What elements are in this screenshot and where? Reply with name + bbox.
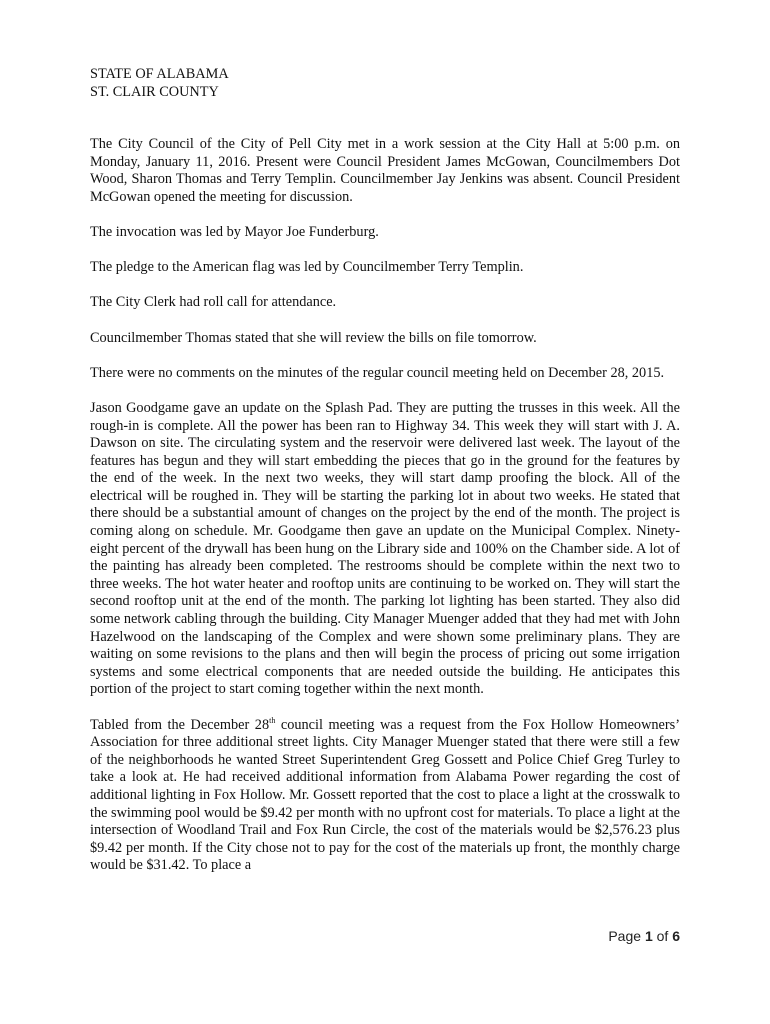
paragraph-pledge: The pledge to the American flag was led by Councilmember Terry Templin. <box>90 259 524 276</box>
total-page-number: 6 <box>672 928 680 944</box>
document-body <box>90 136 680 893</box>
paragraph-minutes: There were no comments on the minutes of the regular council meeting held on December 28, 2015. <box>90 364 665 381</box>
paragraph-splash-pad-update: Jason Goodgame gave an update on the Splash Pad. They are putting the trusses in this week. All the rough-in is complete. All the power has been ran to Highway 34. This week they will start with J. A. Dawson on site. The circulating system and the reservoir were delivered last week. The layout of the features has begun and they will start embedding the pieces that go in the ground for the features by the end of the week. In the next two weeks, they will start damp proofing the block. All of the electrical will be roughed in. They will be starting the parking lot in about two weeks. He stated that there should be a substantial amount of changes on the project by the end of the month. The project is coming along on schedule. Mr. Goodgame then gave an update on the Municipal Complex. Ninety-eight percent of the drywall has been hung on the Library side and 100% on the Chamber side. A lot of the painting has already been completed. The restrooms should be complete within the next two to three weeks. The hot water heater and rooftop units are continuing to be worked on. They will start the second rooftop unit at the end of the month. The parking lot lighting has been started. They also did some network cabling through the building. City Manager Muenger added that they had met with John Hazelwood on the landscaping of the Complex and were shown some preliminary plans. They are waiting on some revisions to the plans and then will begin the process of pricing out some irrigation systems and some electrical components that are needed outside the building. He anticipates this portion of the project to start coming together within the next month. <box>90 399 680 698</box>
tabled-text-start: Tabled from the December 28 <box>90 716 270 733</box>
county-line: ST. CLAIR COUNTY <box>90 83 219 100</box>
paragraph-roll-call: The City Clerk had roll call for attendance. <box>90 294 337 311</box>
page-number-footer <box>560 928 680 946</box>
state-line: STATE OF ALABAMA <box>90 66 229 82</box>
of-word: of <box>656 928 669 944</box>
paragraph-tabled-street-lights <box>90 717 680 875</box>
tabled-superscript: th <box>269 715 276 725</box>
current-page-number: 1 <box>644 928 653 944</box>
paragraph-bills: Councilmember Thomas stated that she will review the bills on file tomorrow. <box>90 329 537 346</box>
tabled-text-rest: council meeting was a request from the Fox Hollow Homeowners’ Association for three additional street lights. City Manager Muenger stated that there were still a few of the neighborhoods he wanted Street Superintendent Greg Gossett and Police Chief Greg Turley to take a look at. He had received additional information from Alabama Power regarding the cost of additional lighting in Fox Hollow. Mr. Gossett reported that the cost to place a light at the crosswalk to the swimming pool would be $9.42 per month with no upfront cost for materials. To place a light at the intersection of Woodland Trail and Fox Run Circle, the cost of the materials would be $2,576.23 plus $9.42 per month. If the City chose not to pay for the cost of the materials up front, the monthly charge would be $31.42. To place a <box>90 716 680 874</box>
page-word: Page <box>608 928 642 944</box>
document-header <box>90 66 229 101</box>
paragraph-opening: The City Council of the City of Pell City met in a work session at the City Hall at 5:00 p.m. on Monday, January 11, 2016. Present were Council President James McGowan, Councilmembers Dot Wood, Sharon Thomas and Terry Templin. Councilmember Jay Jenkins was absent. Council President McGowan opened the meeting for discussion. <box>90 136 680 205</box>
paragraph-invocation: The invocation was led by Mayor Joe Funderburg. <box>90 223 379 240</box>
